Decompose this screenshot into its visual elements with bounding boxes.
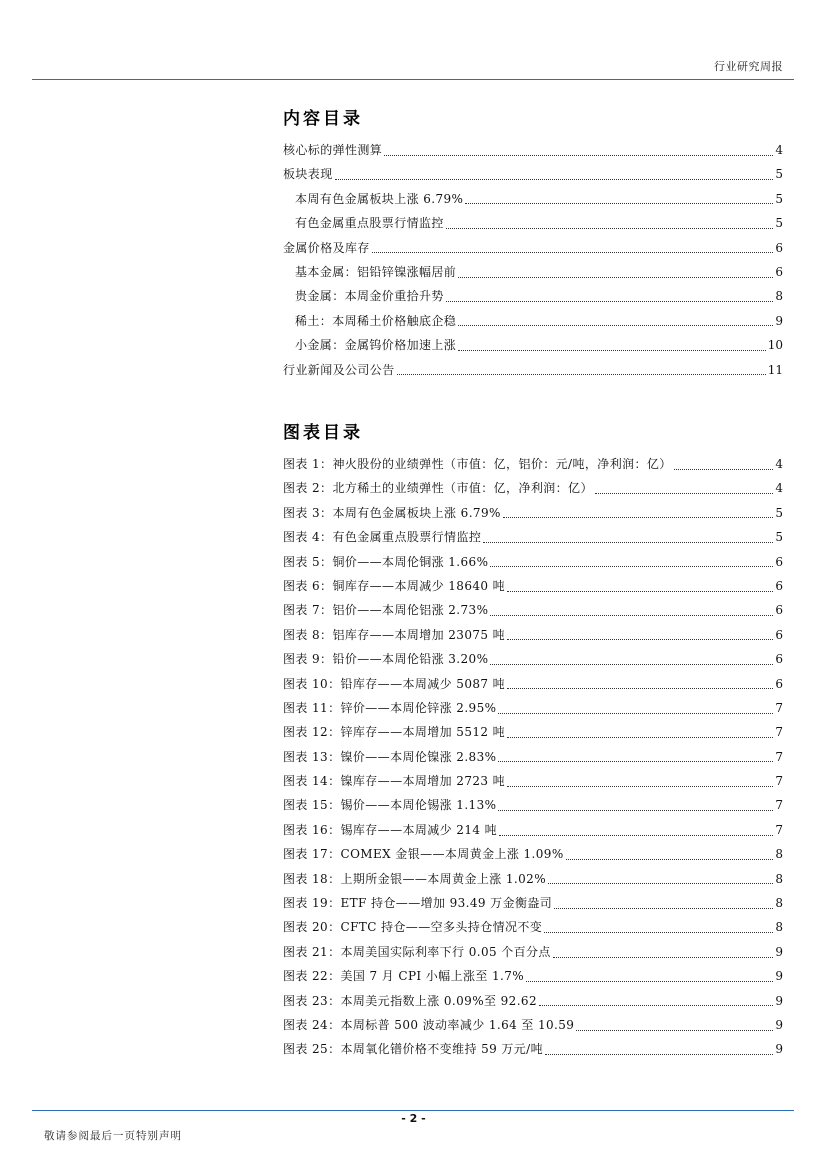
toc-entry-title: 图表 10：铅库存——本周减少 5087 吨 [283,676,506,691]
dot-leader [490,664,773,665]
dot-leader [507,639,773,640]
toc-entry[interactable] [283,358,783,382]
toc-entry-title: 图表 25：本周氧化镨价格不变维持 59 万元/吨 [283,1042,544,1057]
toc-entry-title: 板块表现 [283,167,333,182]
toc-entry[interactable] [283,720,783,744]
toc-entry[interactable] [283,647,783,671]
toc-entry[interactable] [283,162,783,186]
toc-entry-page: 5 [775,505,783,520]
dot-leader [576,1030,773,1031]
toc-entry[interactable] [283,696,783,720]
toc-entry-page: 7 [775,700,783,715]
dot-leader [498,761,773,762]
toc-entry[interactable] [283,745,783,769]
toc-entry-title: 图表 9：铅价——本周伦铅涨 3.20% [283,652,489,667]
toc-entry-page: 9 [775,1042,783,1057]
figures-toc [283,422,783,1062]
contents-list [283,138,783,382]
toc-entry-title: 图表 20：CFTC 持仓——空多头持仓情况不变 [283,920,543,935]
toc-entry[interactable] [283,842,783,866]
toc-entry-title: 图表 3：本周有色金属板块上涨 6.79% [283,505,501,520]
toc-entry[interactable] [283,964,783,988]
toc-entry-title: 图表 18：上期所金银——本周黄金上涨 1.02% [283,871,547,886]
dot-leader [553,957,774,958]
contents-toc [283,108,783,382]
toc-entry-title: 图表 22：美国 7 月 CPI 小幅上涨至 1.7% [283,969,525,984]
toc-entry[interactable] [283,260,783,284]
toc-entry-title: 金属价格及库存 [283,240,370,255]
dot-leader [446,228,774,229]
toc-entry[interactable] [283,211,783,235]
toc-entry-page: 7 [775,725,783,740]
contents-title: 内容目录 [283,109,363,129]
toc-entry-page: 6 [775,652,783,667]
toc-entry-title: 图表 5：铜价——本周伦铜涨 1.66% [283,554,489,569]
toc-entry-page: 9 [775,969,783,984]
toc-entry-title: 行业新闻及公司公告 [283,362,395,377]
toc-entry-title: 图表 1：神火股份的业绩弹性（市值：亿，铝价：元/吨，净利润：亿） [283,457,672,471]
toc-entry[interactable] [283,309,783,333]
toc-entry-page: 4 [775,481,783,496]
toc-entry-page: 8 [775,896,783,911]
toc-entry-page: 5 [775,167,783,182]
dot-leader [458,350,766,351]
toc-entry-page: 6 [775,627,783,642]
toc-entry-page: 7 [775,749,783,764]
toc-entry-title: 图表 8：铝库存——本周增加 23075 吨 [283,627,506,642]
toc-entry-page: 7 [775,798,783,813]
dot-leader [539,1005,773,1006]
toc-entry-page: 8 [775,289,783,304]
toc-entry[interactable] [283,501,783,525]
toc-entry-title: 有色金属重点股票行情监控 [295,216,444,231]
toc-entry-title: 基本金属：铝铅锌镍涨幅居前 [295,264,457,279]
dot-leader [490,566,773,567]
dot-leader [446,301,774,302]
page-number: - 2 - [401,1112,426,1125]
toc-entry[interactable] [283,284,783,308]
toc-entry-title: 本周有色金属板块上涨 6.79% [295,191,464,206]
dot-leader [595,493,774,494]
toc-entry[interactable] [283,769,783,793]
toc-entry-title: 图表 15：锡价——本周伦锡涨 1.13% [283,798,497,813]
toc-entry[interactable] [283,525,783,549]
toc-entry[interactable] [283,452,783,476]
toc-entry[interactable] [283,1013,783,1037]
disclaimer-note: 敬请参阅最后一页特别声明 [44,1130,182,1142]
toc-entry-page: 5 [775,216,783,231]
toc-entry[interactable] [283,236,783,260]
dot-leader [458,277,773,278]
toc-entry[interactable] [283,623,783,647]
report-type-label: 行业研究周报 [714,60,783,73]
toc-entry-title: 图表 19：ETF 持仓——增加 93.49 万金衡盎司 [283,896,553,911]
dot-leader [498,810,773,811]
toc-entry-page: 8 [775,871,783,886]
toc-entry[interactable] [283,793,783,817]
toc-entry[interactable] [283,550,783,574]
toc-entry-page: 7 [775,822,783,837]
dot-leader [674,469,774,470]
toc-entry-title: 图表 11：锌价——本周伦锌涨 2.95% [283,700,497,715]
toc-entry[interactable] [283,915,783,939]
footer-divider [32,1110,794,1111]
toc-entry-page: 5 [775,191,783,206]
toc-entry[interactable] [283,940,783,964]
toc-entry[interactable] [283,138,783,162]
toc-entry-page: 6 [775,676,783,691]
dot-leader [465,203,773,204]
toc-entry-title: 图表 4：有色金属重点股票行情监控 [283,530,482,545]
dot-leader [544,932,773,933]
toc-entry[interactable] [283,867,783,891]
toc-entry-title: 图表 2：北方稀土的业绩弹性（市值：亿，净利润：亿） [283,481,593,496]
toc-entry-page: 6 [775,578,783,593]
dot-leader [498,713,773,714]
toc-entry-page: 8 [775,847,783,862]
toc-entry-page: 5 [775,530,783,545]
toc-entry-page: 9 [775,944,783,959]
dot-leader [548,883,773,884]
toc-entry-page: 9 [775,1017,783,1032]
toc-entry-page: 4 [775,457,783,471]
toc-entry-title: 图表 21：本周美国实际利率下行 0.05 个百分点 [283,944,551,959]
dot-leader [372,252,774,253]
dot-leader [483,542,773,543]
toc-entry-title: 图表 13：镍价——本周伦镍涨 2.83% [283,749,497,764]
toc-entry-page: 6 [775,603,783,618]
toc-entry-title: 图表 24：本周标普 500 波动率减少 1.64 至 10.59 [283,1017,575,1032]
dot-leader [507,591,773,592]
toc-entry-title: 图表 12：锌库存——本周增加 5512 吨 [283,725,506,740]
toc-entry[interactable] [283,333,783,357]
toc-entry-title: 图表 6：铜库存——本周减少 18640 吨 [283,578,506,593]
toc-entry-page: 8 [775,920,783,935]
toc-entry-title: 图表 7：铝价——本周伦铝涨 2.73% [283,603,489,618]
toc-entry-page: 10 [767,338,783,353]
dot-leader [507,688,773,689]
toc-entry[interactable] [283,187,783,211]
toc-entry-title: 图表 23：本周美元指数上涨 0.09%至 92.62 [283,993,537,1008]
dot-leader [545,1054,773,1055]
toc-entry-page: 4 [775,143,783,157]
dot-leader [526,981,773,982]
dot-leader [458,325,773,326]
toc-entry[interactable] [283,574,783,598]
toc-entry[interactable] [283,1037,783,1061]
dot-leader [499,835,773,836]
dot-leader [554,908,773,909]
toc-entry[interactable] [283,476,783,500]
dot-leader [507,737,773,738]
dot-leader [566,859,774,860]
toc-entry-page: 11 [767,362,783,377]
toc-entry-page: 7 [775,774,783,789]
toc-entry[interactable] [283,672,783,696]
toc-entry-page: 6 [775,264,783,279]
toc-entry-title: 图表 16：锡库存——本周减少 214 吨 [283,822,498,837]
toc-entry-title: 图表 14：镍库存——本周增加 2723 吨 [283,774,506,789]
toc-entry-page: 9 [775,993,783,1008]
toc-entry[interactable] [283,891,783,915]
toc-entry-page: 6 [775,240,783,255]
dot-leader [507,786,773,787]
dot-leader [397,374,766,375]
toc-entry-title: 图表 17：COMEX 金银——本周黄金上涨 1.09% [283,847,564,862]
toc-entry-title: 核心标的弹性测算 [283,143,383,157]
dot-leader [335,179,774,180]
toc-entry-title: 稀土：本周稀土价格触底企稳 [295,313,457,328]
header-divider [32,79,794,80]
toc-entry[interactable] [283,989,783,1013]
dot-leader [384,155,773,156]
toc-entry-title: 小金属：金属钨价格加速上涨 [295,338,457,353]
figures-title: 图表目录 [283,423,363,443]
toc-entry-page: 6 [775,554,783,569]
toc-entry-title: 贵金属：本周金价重拾升势 [295,289,444,304]
dot-leader [503,517,774,518]
toc-entry-page: 9 [775,313,783,328]
toc-entry[interactable] [283,598,783,622]
dot-leader [490,615,773,616]
figures-list [283,452,783,1062]
toc-entry[interactable] [283,818,783,842]
